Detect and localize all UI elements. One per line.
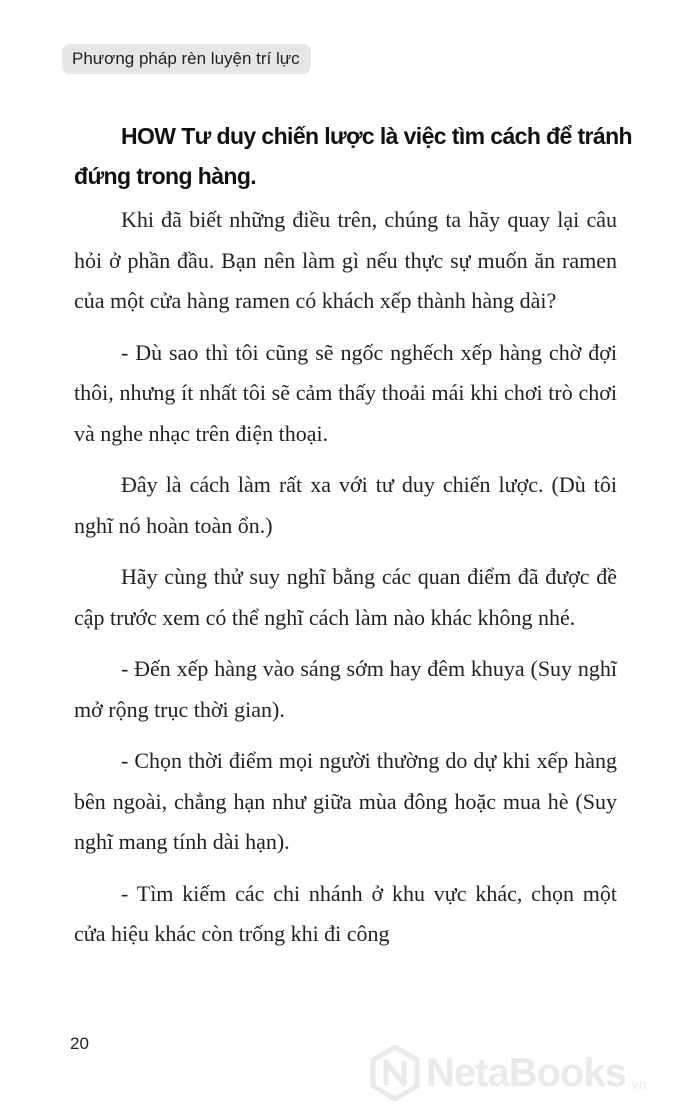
watermark-suffix: .vn: [627, 1076, 647, 1092]
section-heading: [74, 116, 634, 196]
running-header-title: Phương pháp rèn luyện trí lực: [72, 49, 300, 68]
paragraph: Hãy cùng thử suy nghĩ bằng các quan điểm đã được đề cập trước xem có thể nghĩ cách làm nào khác không nhé.: [74, 564, 617, 630]
paragraph: - Dù sao thì tôi cũng sẽ ngốc nghếch xếp hàng chờ đợi thôi, nhưng ít nhất tôi sẽ cảm thấy thoải mái khi chơi trò chơi và nghe nhạc trên điện thoại.: [74, 339, 617, 446]
heading-keyword: HOW: [121, 123, 176, 149]
paragraph: - Đến xếp hàng vào sáng sớm hay đêm khuya (Suy nghĩ mở rộng trục thời gian).: [74, 656, 617, 722]
paragraph: - Chọn thời điểm mọi người thường do dự khi xếp hàng bên ngoài, chẳng hạn như giữa mùa đông hoặc mua hè (Suy nghĩ mang tính dài hạn).: [74, 748, 617, 854]
heading-text: Tư duy chiến lược là việc tìm cách để tránh đứng trong hàng.: [74, 123, 632, 189]
running-header: [62, 44, 311, 74]
watermark: [370, 1042, 647, 1104]
page-number: 20: [70, 1034, 89, 1053]
paragraph: Đây là cách làm rất xa với tư duy chiến lược. (Dù tôi nghĩ nó hoàn toàn ổn.): [74, 472, 617, 538]
paragraph: - Tìm kiếm các chi nhánh ở khu vực khác, chọn một cửa hiệu khác còn trống khi đi công: [74, 880, 617, 946]
body-text: [74, 200, 617, 966]
netabooks-logo-icon: [370, 1045, 420, 1101]
watermark-brand: NetaBooks: [426, 1050, 626, 1095]
paragraph: Khi đã biết những điều trên, chúng ta hãy quay lại câu hỏi ở phần đầu. Bạn nên làm gì nếu thực sự muốn ăn ramen của một cửa hàng ramen có khách xếp thành hàng dài?: [74, 207, 617, 313]
